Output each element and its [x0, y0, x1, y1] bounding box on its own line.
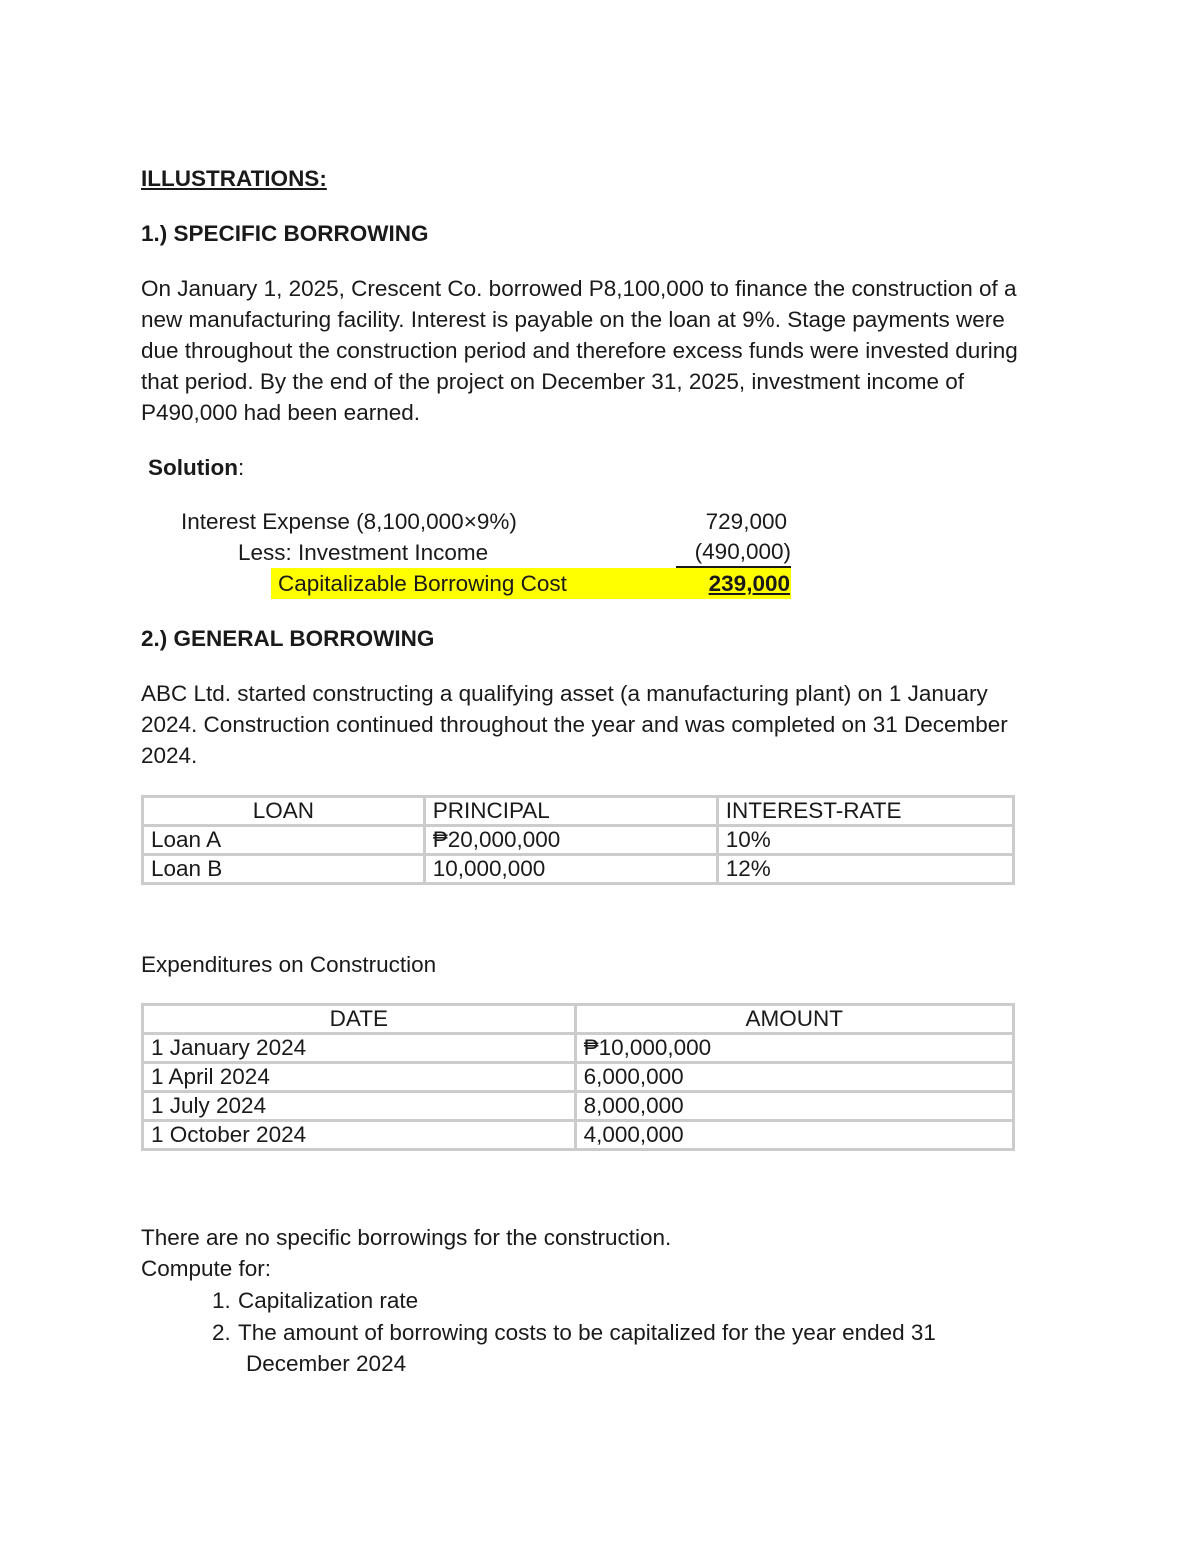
loan-name: Loan A — [143, 826, 425, 855]
header-amount: AMOUNT — [575, 1005, 1013, 1034]
table-row — [143, 1092, 1014, 1121]
interest-expense-value: 729,000 — [705, 509, 787, 534]
table-header-row — [143, 797, 1014, 826]
loan-rate: 12% — [717, 855, 1013, 884]
interest-expense-label: Interest Expense (8,100,000×9%) — [181, 509, 517, 534]
header-loan: LOAN — [143, 797, 425, 826]
expenditure-date: 1 January 2024 — [143, 1034, 576, 1063]
paragraph-line: P490,000 had been earned. — [141, 400, 420, 425]
section1-paragraph — [141, 273, 1101, 428]
task-text-continued: December 2024 — [246, 1351, 407, 1376]
task-text: Capitalization rate — [238, 1288, 419, 1313]
section1-heading: 1.) SPECIFIC BORROWING — [141, 221, 429, 246]
investment-income-value: (490,000) — [676, 537, 791, 568]
loan-principal: ₱20,000,000 — [424, 826, 717, 855]
expenditure-amount: 6,000,000 — [575, 1063, 1013, 1092]
paragraph-line: On January 1, 2025, Crescent Co. borrowed P8,100,000 to finance the construction of a — [141, 276, 1017, 301]
table-header-row — [143, 1005, 1014, 1034]
expenditure-date: 1 April 2024 — [143, 1063, 576, 1092]
task-number: 1. — [212, 1288, 231, 1313]
table-row — [143, 1034, 1014, 1063]
header-principal: PRINCIPAL — [424, 797, 717, 826]
table-row — [143, 1121, 1014, 1150]
task-number: 2. — [212, 1320, 231, 1345]
compute-label: Compute for: — [141, 1256, 272, 1281]
expenditure-amount: 4,000,000 — [575, 1121, 1013, 1150]
paragraph-line: due throughout the construction period and therefore excess funds were invested during — [141, 338, 1018, 363]
section2-heading: 2.) GENERAL BORROWING — [141, 626, 435, 651]
loan-rate: 10% — [717, 826, 1013, 855]
expenditure-amount: ₱10,000,000 — [575, 1034, 1013, 1063]
expenditures-title: Expenditures on Construction — [141, 952, 437, 977]
solution-label: Solution: — [148, 455, 245, 480]
task-text: The amount of borrowing costs to be capitalized for the year ended 31 — [238, 1320, 936, 1345]
expenditure-amount: 8,000,000 — [575, 1092, 1013, 1121]
capitalizable-cost-label: Capitalizable Borrowing Cost — [278, 571, 567, 596]
section2-paragraph — [141, 678, 1101, 771]
expenditure-date: 1 October 2024 — [143, 1121, 576, 1150]
header-interest-rate: INTEREST-RATE — [717, 797, 1013, 826]
loan-principal: 10,000,000 — [424, 855, 717, 884]
loan-name: Loan B — [143, 855, 425, 884]
capitalizable-cost-value: 239,000 — [708, 571, 790, 596]
header-date: DATE — [143, 1005, 576, 1034]
investment-income-label: Less: Investment Income — [238, 540, 489, 565]
table-row — [143, 1063, 1014, 1092]
paragraph-line: 2024. — [141, 743, 198, 768]
table-row — [143, 855, 1014, 884]
expenditure-date: 1 July 2024 — [143, 1092, 576, 1121]
paragraph-line: new manufacturing facility. Interest is payable on the loan at 9%. Stage payments were — [141, 307, 1005, 332]
expenditures-table — [141, 1003, 1015, 1151]
paragraph-line: ABC Ltd. started constructing a qualifying asset (a manufacturing plant) on 1 January — [141, 681, 988, 706]
table-row — [143, 826, 1014, 855]
paragraph-line: 2024. Construction continued throughout the year and was completed on 31 December — [141, 712, 1008, 737]
no-specific-borrowings-note: There are no specific borrowings for the construction. — [141, 1225, 672, 1250]
loans-table — [141, 795, 1015, 885]
page-title: ILLUSTRATIONS: — [141, 166, 327, 191]
paragraph-line: that period. By the end of the project on December 31, 2025, investment income of — [141, 369, 964, 394]
